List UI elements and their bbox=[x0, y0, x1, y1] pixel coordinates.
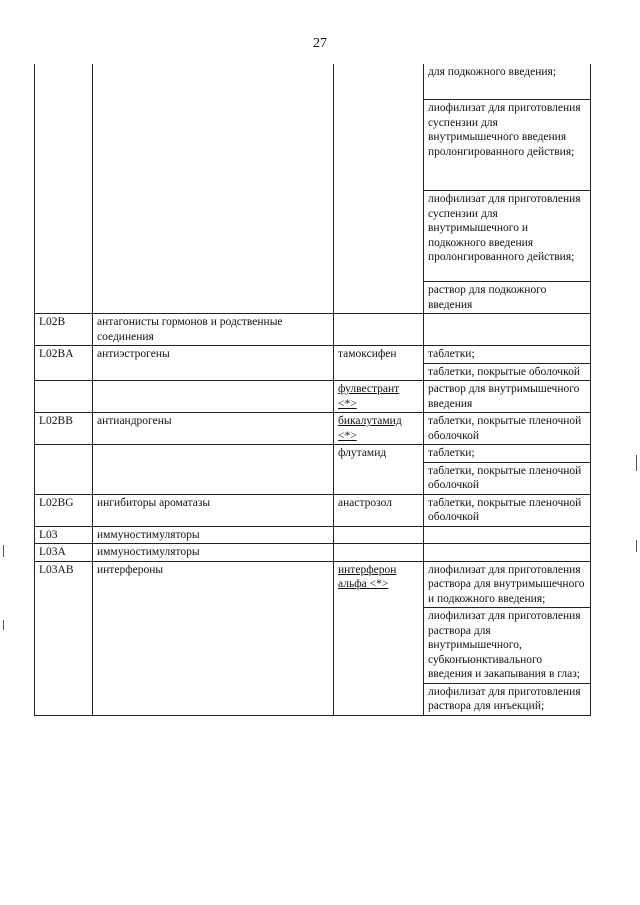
atc-code-cell: L02BB bbox=[35, 413, 93, 445]
dosage-form-cell: лиофилизат для приготовления раствора для внутримышечного и подкожного введения; bbox=[424, 561, 591, 608]
dosage-form-cell: лиофилизат для приготовления суспензии для внутримышечного введения пролонгированного действия; bbox=[424, 100, 591, 191]
group-name-cell: иммуностимуляторы bbox=[93, 544, 334, 562]
group-name-cell: антагонисты гормонов и родственные соединения bbox=[93, 314, 334, 346]
group-name-cell: антиэстрогены bbox=[93, 346, 334, 381]
drug-name-cell: интерферон альфа <*> bbox=[334, 561, 424, 715]
table-row bbox=[35, 526, 591, 544]
dosage-form-cell: лиофилизат для приготовления раствора для внутримышечного, субконъюнктивального введения и закапывания в глаз; bbox=[424, 608, 591, 684]
drug-name-cell bbox=[334, 314, 424, 346]
atc-code-cell: L02BA bbox=[35, 346, 93, 381]
table-row bbox=[35, 381, 591, 413]
group-name-cell: антиандрогены bbox=[93, 413, 334, 445]
scan-mark bbox=[636, 455, 637, 471]
dosage-form-cell: таблетки; bbox=[424, 346, 591, 364]
dosage-form-cell: лиофилизат для приготовления раствора для инъекций; bbox=[424, 683, 591, 715]
drug-name-cell bbox=[334, 544, 424, 562]
scan-mark bbox=[3, 620, 4, 630]
atc-code-cell: L03 bbox=[35, 526, 93, 544]
dosage-form-cell: таблетки, покрытые оболочкой bbox=[424, 363, 591, 381]
drug-name-cell: флутамид bbox=[334, 445, 424, 495]
table-row bbox=[35, 561, 591, 608]
dosage-form-cell: таблетки, покрытые пленочной оболочкой bbox=[424, 413, 591, 445]
dosage-form-cell bbox=[424, 314, 591, 346]
drug-name-cell: фулвестрант <*> bbox=[334, 381, 424, 413]
dosage-form-cell: раствор для подкожного введения bbox=[424, 282, 591, 314]
dosage-form-cell bbox=[424, 544, 591, 562]
group-name-cell: ингибиторы ароматазы bbox=[93, 494, 334, 526]
drug-name-cell: бикалутамид <*> bbox=[334, 413, 424, 445]
table-row bbox=[35, 413, 591, 445]
drug-name-cell: анастрозол bbox=[334, 494, 424, 526]
table-row bbox=[35, 314, 591, 346]
dosage-form-cell: для подкожного введения; bbox=[424, 64, 591, 100]
atc-code-cell: L03AB bbox=[35, 561, 93, 715]
atc-code-cell: L02BG bbox=[35, 494, 93, 526]
atc-code-cell: L02B bbox=[35, 314, 93, 346]
group-name-cell bbox=[93, 381, 334, 413]
group-name-cell bbox=[93, 445, 334, 495]
scan-mark bbox=[636, 540, 637, 552]
dosage-form-cell: лиофилизат для приготовления суспензии для внутримышечного и подкожного введения пролонгированного действия; bbox=[424, 191, 591, 282]
drug-name-cell bbox=[334, 526, 424, 544]
atc-code-cell: L03A bbox=[35, 544, 93, 562]
page-number: 27 bbox=[313, 36, 327, 51]
scan-mark bbox=[3, 545, 4, 557]
drug-name-cell bbox=[334, 64, 424, 314]
group-name-cell bbox=[93, 64, 334, 314]
table-row bbox=[35, 544, 591, 562]
table-row bbox=[35, 346, 591, 364]
dosage-form-cell: таблетки, покрытые пленочной оболочкой bbox=[424, 462, 591, 494]
dosage-form-cell: таблетки, покрытые пленочной оболочкой bbox=[424, 494, 591, 526]
atc-code-cell bbox=[35, 445, 93, 495]
drug-table bbox=[34, 64, 591, 716]
atc-code-cell bbox=[35, 64, 93, 314]
drug-name-cell: тамоксифен bbox=[334, 346, 424, 381]
group-name-cell: интерфероны bbox=[93, 561, 334, 715]
table-row bbox=[35, 494, 591, 526]
group-name-cell: иммуностимуляторы bbox=[93, 526, 334, 544]
dosage-form-cell: раствор для внутримышечного введения bbox=[424, 381, 591, 413]
table-row bbox=[35, 445, 591, 463]
atc-code-cell bbox=[35, 381, 93, 413]
dosage-form-cell: таблетки; bbox=[424, 445, 591, 463]
dosage-form-cell bbox=[424, 526, 591, 544]
table-row bbox=[35, 64, 591, 100]
